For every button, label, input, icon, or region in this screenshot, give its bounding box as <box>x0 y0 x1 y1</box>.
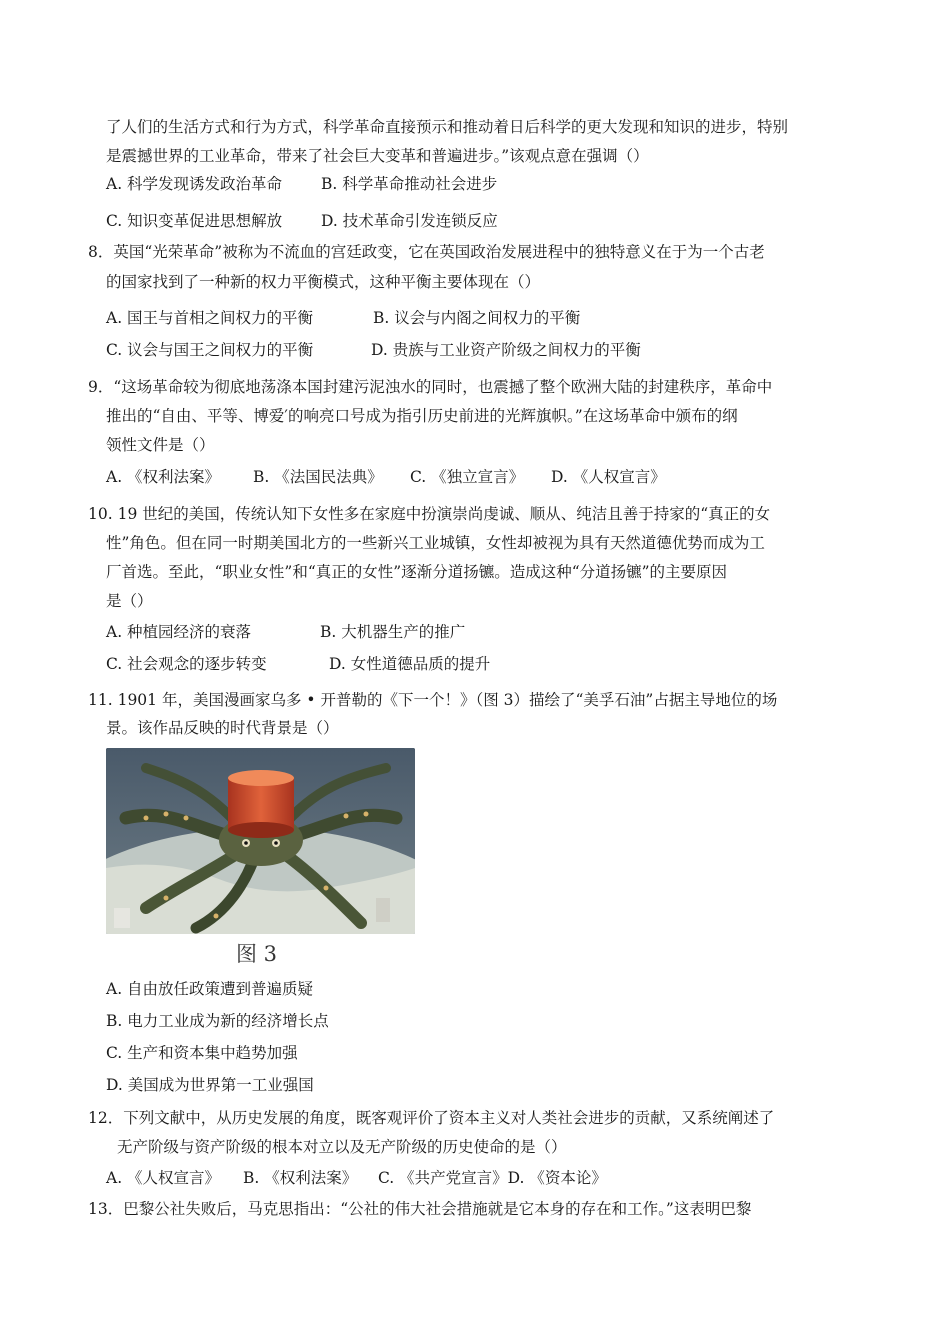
q10-option-c: C. 社会观念的逐步转变 <box>106 655 267 673</box>
q7-text-line2: 是震撼世界的工业革命，带来了社会巨大变革和普遍进步。”该观点意在强调（） <box>106 147 649 165</box>
q11-text-line1: 11. 1901 年，美国漫画家乌多 • 开普勒的《下一个！》（图 3）描绘了“美孚石油”占据主导地位的场 <box>88 691 778 709</box>
q11-option-b: B. 电力工业成为新的经济增长点 <box>106 1012 329 1030</box>
q7-option-a: A. 科学发现诱发政治革命 <box>106 175 283 193</box>
q10-option-d: D. 女性道德品质的提升 <box>329 655 491 673</box>
q9-text-line1: 9．“这场革命较为彻底地荡涤本国封建污泥浊水的同时，也震撼了整个欧洲大陆的封建秩序，革命中 <box>88 378 773 396</box>
q9-option-d: D. 《人权宣言》 <box>551 468 666 486</box>
q10-option-a: A. 种植园经济的衰落 <box>106 623 252 641</box>
q11-option-c: C. 生产和资本集中趋势加强 <box>106 1044 298 1062</box>
q10-text-line1: 10. 19 世纪的美国，传统认知下女性多在家庭中扮演崇尚虔诚、顺从、纯洁且善于持家的“真正的女 <box>88 505 771 523</box>
q8-option-a: A. 国王与首相之间权力的平衡 <box>106 309 314 327</box>
q7-text-line1: 了人们的生活方式和行为方式，科学革命直接预示和推动着日后科学的更大发现和知识的进步，特别 <box>106 118 789 136</box>
q12-option-b: B. 《权利法案》 <box>243 1169 358 1187</box>
q12-option-c-d: C. 《共产党宣言》D. 《资本论》 <box>378 1169 607 1187</box>
q9-option-c: C. 《独立宣言》 <box>410 468 525 486</box>
q9-text-line3: 领性文件是（） <box>106 436 215 454</box>
q10-text-line3: 厂首选。至此，“职业女性”和“真正的女性”逐渐分道扬镳。造成这种“分道扬镳”的主要原因 <box>106 563 728 581</box>
q12-option-a: A. 《人权宣言》 <box>106 1169 221 1187</box>
figure-3-octopus-cartoon <box>106 748 415 934</box>
q10-option-b: B. 大机器生产的推广 <box>320 623 466 641</box>
q7-option-d: D. 技术革命引发连锁反应 <box>321 212 498 230</box>
q9-text-line2: 推出的“自由、平等、博爱′的响亮口号成为指引历史前进的光辉旗帜。”在这场革命中颁布的纲 <box>106 407 738 425</box>
q13-text-line1: 13．巴黎公社失败后，马克思指出：“公社的伟大社会措施就是它本身的存在和工作。”这表明巴黎 <box>88 1200 752 1218</box>
q8-text-line2: 的国家找到了一种新的权力平衡模式，这种平衡主要体现在（） <box>106 273 541 291</box>
q11-option-a: A. 自由放任政策遭到普遍质疑 <box>106 980 314 998</box>
q9-option-b: B. 《法国民法典》 <box>253 468 383 486</box>
q8-option-d: D. 贵族与工业资产阶级之间权力的平衡 <box>371 341 641 359</box>
q7-option-b: B. 科学革命推动社会进步 <box>321 175 498 193</box>
q11-option-d: D. 美国成为世界第一工业强国 <box>106 1076 314 1094</box>
q11-text-line2: 景。该作品反映的时代背景是（） <box>106 719 339 737</box>
figure-3-caption: 图 3 <box>236 942 278 966</box>
q10-text-line4: 是（） <box>106 592 153 610</box>
q8-option-c: C. 议会与国王之间权力的平衡 <box>106 341 314 359</box>
q8-text-line1: 8．英国“光荣革命”被称为不流血的宫廷政变，它在英国政治发展进程中的独特意义在于为一个古老 <box>88 243 765 261</box>
q9-option-a: A. 《权利法案》 <box>106 468 221 486</box>
q8-option-b: B. 议会与内阁之间权力的平衡 <box>373 309 581 327</box>
q10-text-line2: 性”角色。但在同一时期美国北方的一些新兴工业城镇，女性却被视为具有天然道德优势而成为工 <box>106 534 765 552</box>
q7-option-c: C. 知识变革促进思想解放 <box>106 212 283 230</box>
q12-text-line1: 12．下列文献中，从历史发展的角度，既客观评价了资本主义对人类社会进步的贡献，又系统阐述了 <box>88 1109 775 1127</box>
q12-text-line2: 无产阶级与资产阶级的根本对立以及无产阶级的历史使命的是（） <box>117 1138 567 1156</box>
octopus-cartoon-illustration <box>106 748 415 934</box>
